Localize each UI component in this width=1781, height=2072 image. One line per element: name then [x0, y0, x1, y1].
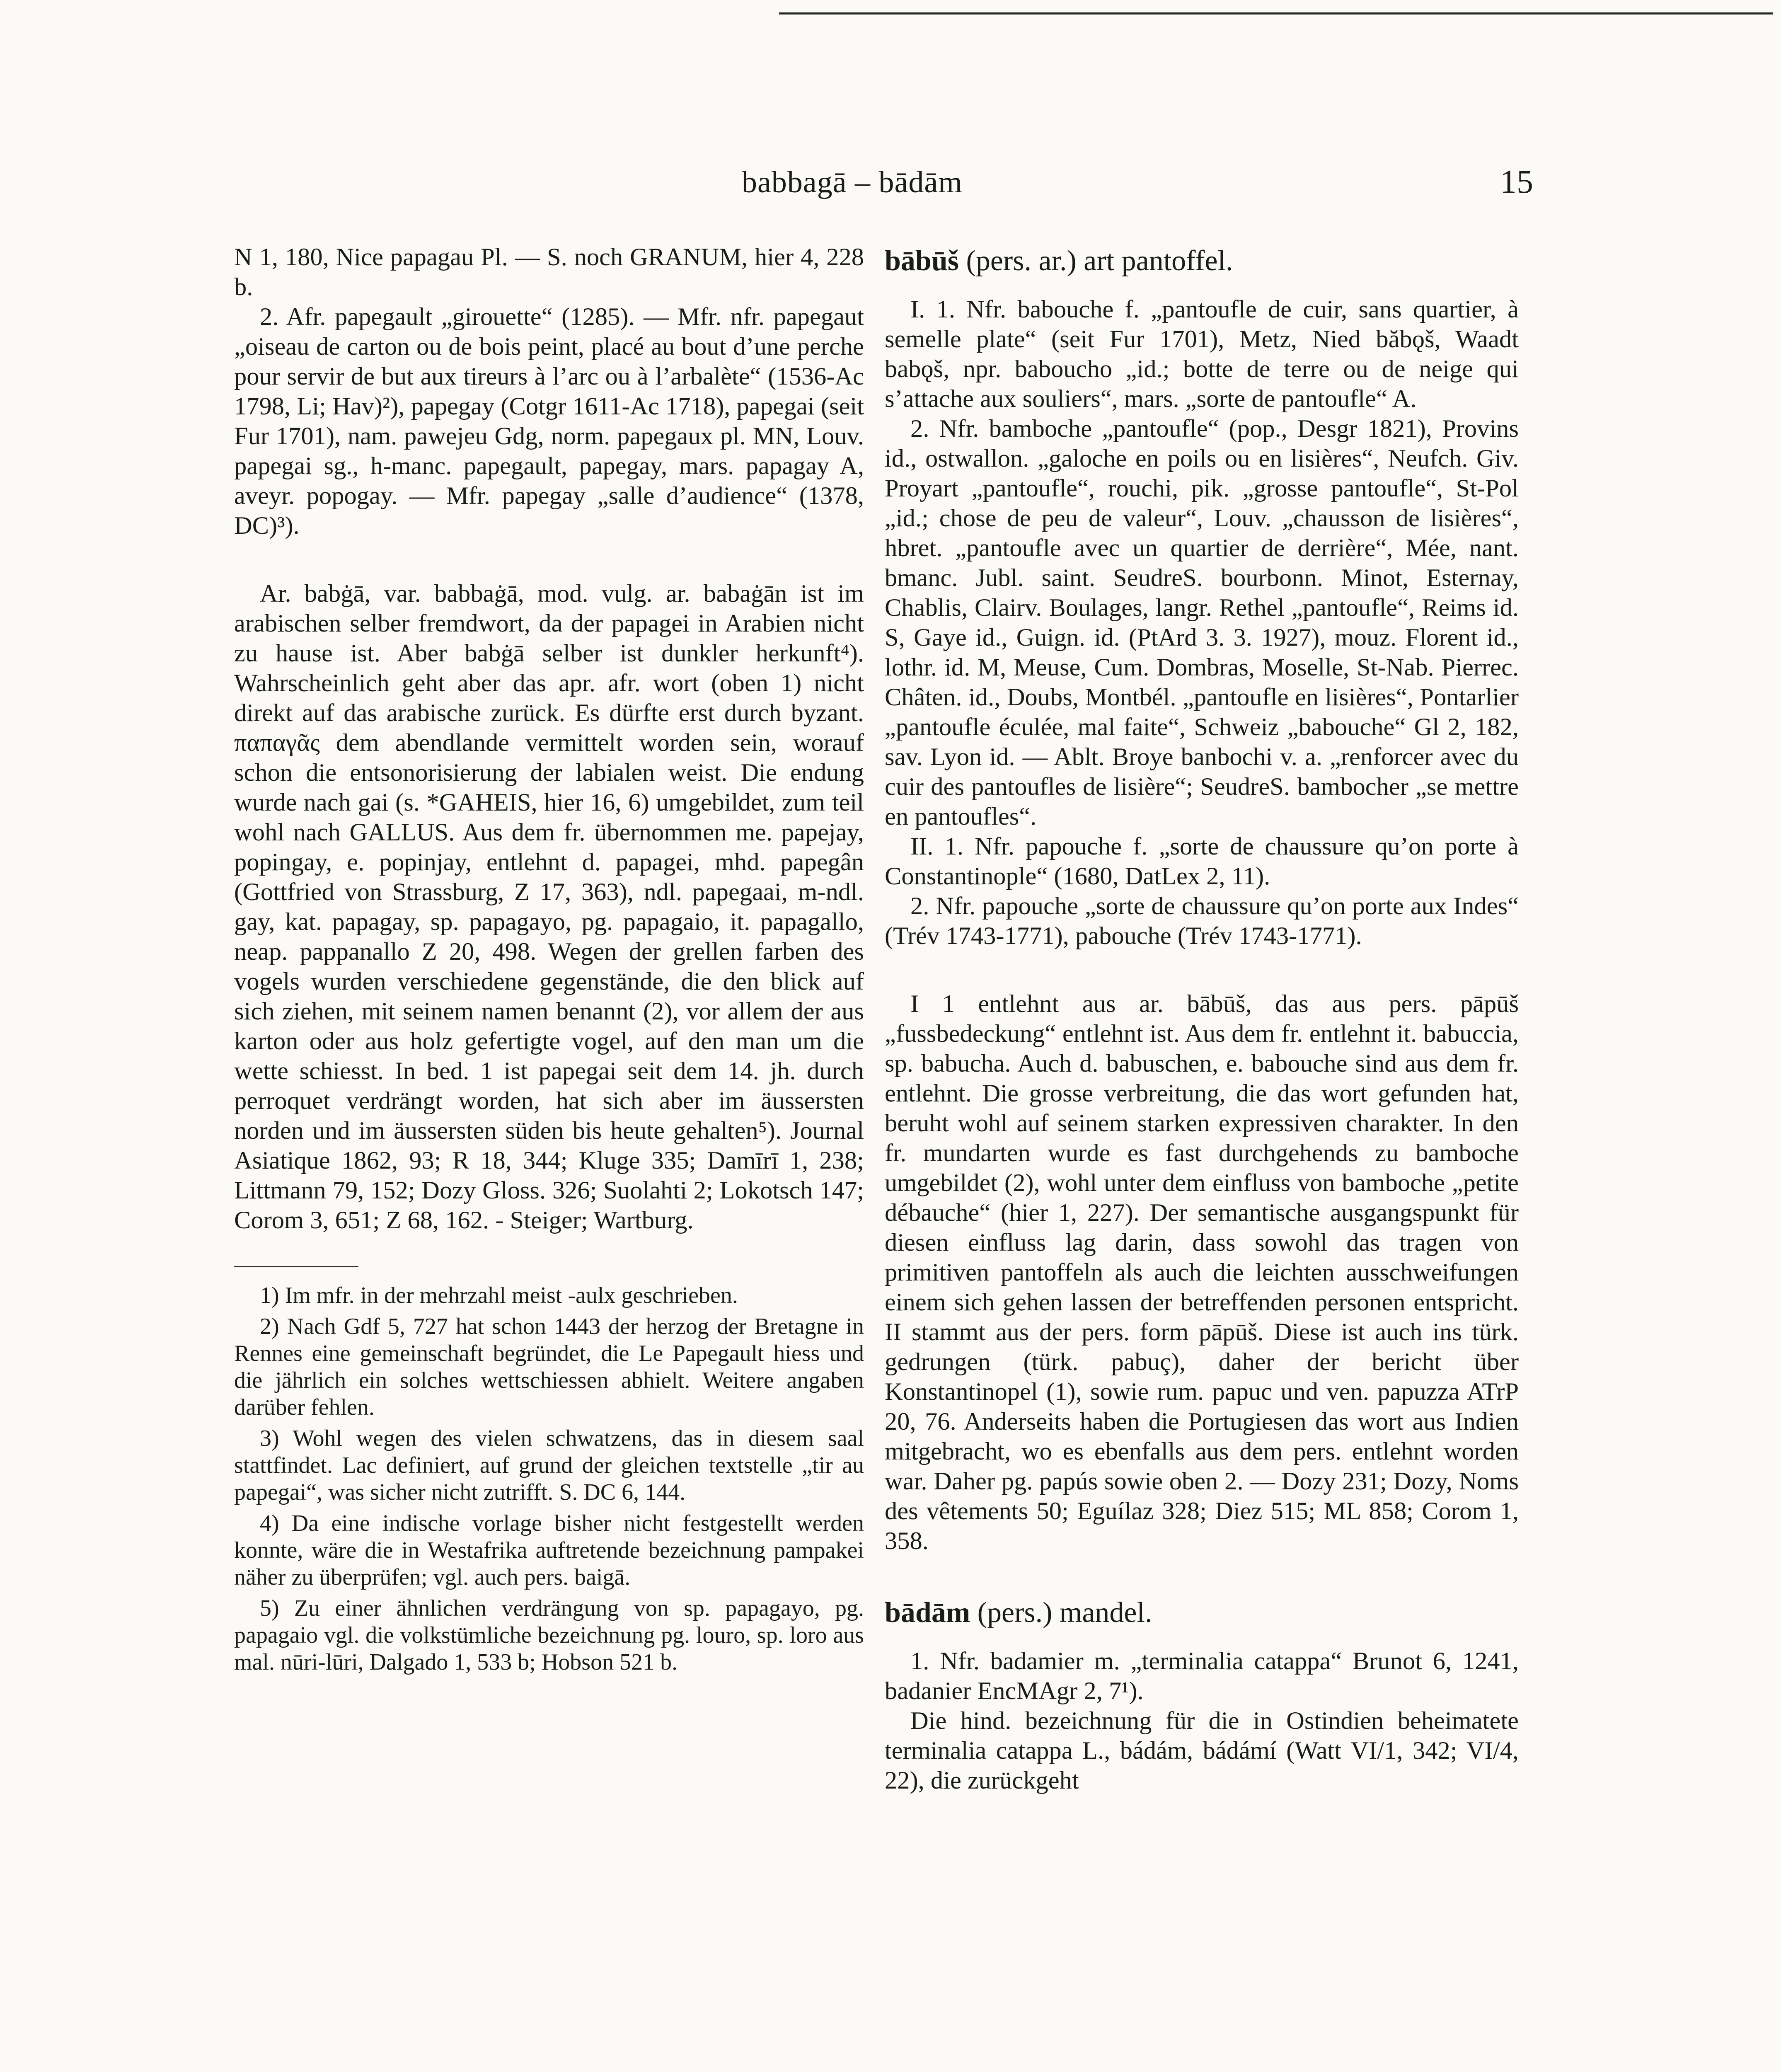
entry-heading — [885, 242, 1519, 280]
paragraph: 2. Nfr. bamboche „pantoufle“ (pop., Desgr 1821), Provins id., ostwallon. „galoche en poils ou en lisières“, Neufch. Giv. Proyart „pantoufle“, rouchi, pik. „grosse pantoufle“, St-Pol „id.; chose de peu de valeur“, Louv. „chausson de lisières“, hbret. „pantoufle avec un quartier de derrière“, Mée, nant. bmanc. Jubl. saint. SeudreS. bourbonn. Minot, Esternay, Chablis, Clairv. Boulages, langr. Rethel „pantoufle“, Reims id. S, Gaye id., Guign. id. (PtArd 3. 3. 1927), mouz. Florent id., lothr. id. M, Meuse, Cum. Dombras, Moselle, St-Nab. Pierrec. Châten. id., Doubs, Montbél. „pantoufle en lisières“, Pontarlier „pantoufle éculée, mal faite“, Schweiz „babouche“ Gl 2, 182, sav. Lyon id. — Ablt. Broye banbochi v. a. „renforcer avec du cuir des pantoufles de lisière“; SeudreS. bambocher „se mettre en pantoufles“. — [885, 415, 1519, 830]
footnote: 4) Da eine indische vorlage bisher nicht festgestellt werden konnte, wäre die in Westafrika auftretende bezeichnung pampakei näher zu überprüfen; vgl. auch pers. baigā. — [234, 1510, 864, 1590]
footnote: 5) Zu einer ähnlichen verdrängung von sp. papagayo, pg. papagaio vgl. die volkstümliche bezeichnung pg. louro, sp. loro aus mal. nūri-lūri, Dalgado 1, 533 b; Hobson 521 b. — [234, 1595, 864, 1675]
footnote: 1) Im mfr. in der mehrzahl meist -aulx geschrieben. — [260, 1283, 738, 1308]
page-number: 15 — [1500, 164, 1533, 200]
paragraph: 2. Afr. papegault „girouette“ (1285). — Mfr. nfr. papegaut „oiseau de carton ou de bois peint, placé au bout d’une perche pour servir de but aux tireurs à l’arc ou à l’arbalète“ (1536-Ac 1798, Li; Hav)²), papegay (Cotgr 1611-Ac 1718), papegai (seit Fur 1701), nam. pawejeu Gdg, norm. papegaux pl. MN, Louv. papegai sg., h-manc. papegault, papegay, mars. papagay A, aveyr. popogay. — Mfr. papegay „salle d’audience“ (1378, DC)³). — [234, 303, 864, 540]
headword-gloss: (pers.) mandel. — [970, 1597, 1152, 1629]
paragraph: Die hind. bezeichnung für die in Ostindien beheimatete terminalia catappa L., bádám, bádámí (Watt VI/1, 342; VI/4, 22), die zurückgeht — [885, 1707, 1519, 1794]
paragraph: N 1, 180, Nice papagau Pl. — S. noch GRANUM, hier 4, 228 b. — [234, 243, 864, 301]
top-rule — [779, 12, 1773, 15]
paragraph: II. 1. Nfr. papouche f. „sorte de chaussure qu’on porte à Constantinople“ (1680, DatLex 2, 11). — [885, 833, 1519, 890]
paragraph: I 1 entlehnt aus ar. bābūš, das aus pers. pāpūš „fussbedeckung“ entlehnt ist. Aus dem fr. entlehnt it. babuccia, sp. babucha. Auch d. babuschen, e. babouche sind aus dem fr. entlehnt. Die grosse verbreitung, die das wort gefunden hat, beruht wohl auf seinem starken expressiven charakter. In den fr. mundarten wurde es fast durchgehends zu bamboche umgebildet (2), wohl unter dem einfluss von bamboche „petite débauche“ (hier 1, 227). Der semantische ausgangspunkt für diesen einfluss lag darin, dass sowohl das tragen von primitiven pantoffeln als auch die leichten ausschweifungen einem sich gehen lassen der betreffenden personen entspricht. II stammt aus der pers. form pāpūš. Diese ist auch ins türk. gedrungen (türk. pabuç), daher der bericht über Konstantinopel (1), sowie rum. papuc und ven. papuzza ATrP 20, 76. Anderseits haben die Portugiesen das wort aus Indien mitgebracht, wo es ebenfalls aus dem pers. entlehnt worden war. Daher pg. papús sowie oben 2. — Dozy 231; Dozy, Noms des vêtements 50; Eguílaz 328; Diez 515; ML 858; Corom 1, 358. — [885, 990, 1519, 1555]
entry-heading — [885, 1594, 1519, 1631]
right-column — [885, 242, 1519, 1796]
paragraph: Ar. babġā, var. babbaġā, mod. vulg. ar. babaġān ist im arabischen selber fremdwort, da der papagei in Arabien nicht zu hause ist. Aber babġā selber ist dunkler herkunft⁴). Wahrscheinlich geht aber das apr. afr. wort (oben 1) nicht direkt auf das arabische zurück. Es dürfte erst durch byzant. παπαγᾶς dem abendlande vermittelt worden sein, worauf schon die entsonorisierung der labialen weist. Die endung wurde nach gai (s. *GAHEIS, hier 16, 6) umgebildet, zum teil wohl nach GALLUS. Aus dem fr. übernommen me. papejay, popingay, e. popinjay, entlehnt d. papagei, mhd. papegân (Gottfried von Strassburg, Z 17, 363), ndl. papegaai, m-ndl. gay, kat. papagay, sp. papagayo, pg. papagaio, it. papagallo, neap. pappanallo Z 20, 498. Wegen der grellen farben des vogels wurden verschiedene gegenstände, die den blick auf sich ziehen, mit seinem namen benannt (2), vor allem der aus karton oder aus holz gefertigte vogel, auf den man um die wette schiesst. In bed. 1 ist papegai seit dem 14. jh. durch perroquet verdrängt worden, hat sich aber im äussersten norden und im äussersten süden bis heute gehalten⁵). Journal Asiatique 1862, 93; R 18, 344; Kluge 335; Damīrī 1, 238; Littmann 79, 152; Dozy Gloss. 326; Suolahti 2; Lokotsch 147; Corom 3, 651; Z 68, 162. - Steiger; Wartburg. — [234, 580, 864, 1234]
headword: bādām — [885, 1597, 970, 1629]
running-title: babbagā – bādām — [742, 165, 963, 199]
footnote-separator — [234, 1266, 358, 1267]
paragraph: I. 1. Nfr. babouche f. „pantoufle de cuir, sans quartier, à semelle plate“ (seit Fur 1701), Metz, Nied băbǫš, Waadt babǫš, npr. baboucho „id.; botte de terre ou de neige qui s’attache aux souliers“, mars. „sorte de pantoufle“ A. — [885, 295, 1519, 413]
paragraph: 1. Nfr. badamier m. „terminalia catappa“ Brunot 6, 1241, badanier EncMAgr 2, 7¹). — [885, 1647, 1519, 1705]
headword-gloss: (pers. ar.) art pantoffel. — [959, 245, 1233, 277]
footnote: 2) Nach Gdf 5, 727 hat schon 1443 der herzog der Bretagne in Rennes eine gemeinschaft begründet, die Le Papegault hiess und die jährlich ein solches wettschiessen abhielt. Weitere angaben darüber fehlen. — [234, 1314, 864, 1420]
left-column — [234, 242, 864, 1676]
page-header — [0, 165, 1781, 211]
footnote: 3) Wohl wegen des vielen schwatzens, das in diesem saal stattfindet. Lac definiert, auf grund der gleichen textstelle „tir au papegai“, was sicher nicht zutrifft. S. DC 6, 144. — [234, 1426, 864, 1505]
paragraph: 2. Nfr. papouche „sorte de chaussure qu’on porte aux Indes“ (Trév 1743-1771), pabouche (Trév 1743-1771). — [885, 892, 1519, 950]
headword: bābūš — [885, 245, 959, 277]
